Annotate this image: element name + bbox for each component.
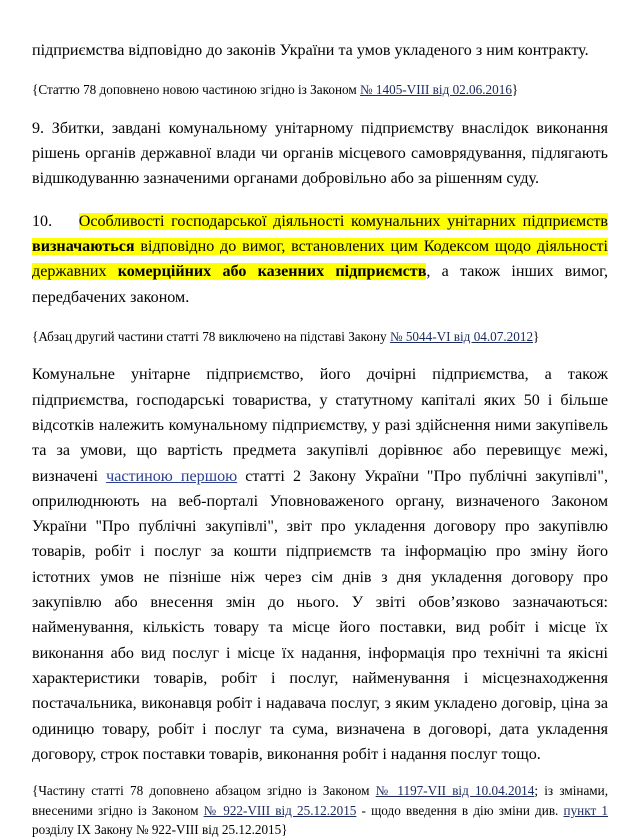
item-10-number: 10. (32, 212, 53, 230)
paragraph-item-9 (32, 116, 608, 192)
link-law-1197[interactable]: № 1197-VII від 10.04.2014 (375, 783, 535, 799)
link-law-1405[interactable]: № 1405-VIII від 02.06.2016 (360, 82, 512, 98)
link-chastynoyu-pershoyu[interactable]: частиною першою (106, 467, 238, 485)
note-final-prefix: {Частину статті 78 доповнено абзацом згідно із Законом (32, 783, 376, 799)
paragraph-continuation-text: підприємства відповідно до законів України та умов укладеного з ним контракту. (32, 42, 589, 59)
paragraph-main-body (32, 362, 608, 767)
note-final-middle-1: ; із змінами, внесеними згідно із Законом (32, 783, 608, 818)
paragraph-item-9-text: 9. Збитки, завдані комунальному унітарному підприємству внаслідок виконання рішень органів державної влади чи органів місцевого самоврядування, підлягають відшкодуванню зазначеними органами добровільно або за рішенням суду. (32, 119, 608, 188)
item-10-highlight-part-1: Особливості господарської діяльності комунальних унітарних підприємств (78, 212, 609, 230)
note-final (32, 781, 608, 840)
item-10-bold-komertsiynykh: комерційних або казенних підприємств (117, 263, 427, 281)
note-law-1405 (32, 80, 608, 100)
link-law-5044[interactable]: № 5044-VI від 04.07.2012 (389, 328, 534, 344)
note-final-suffix: розділу IX Закону № 922-VIII від 25.12.2015} (32, 822, 288, 838)
note-law-5044 (32, 327, 608, 347)
link-law-922[interactable]: № 922-VIII від 25.12.2015 (203, 802, 357, 818)
paragraph-continuation (32, 38, 608, 63)
item-10-highlight-part-2: відповідно до вимог, встановлених цим Кодексом щодо діяльності державних (32, 237, 608, 281)
note-5044-prefix: {Абзац другий частини статті 78 виключено на підставі Закону (32, 328, 390, 344)
item-10-tail: , а також інших вимог, передбачених законом. (32, 263, 608, 306)
link-punkt-1[interactable]: пункт 1 (563, 802, 608, 818)
note-1405-prefix: {Статтю 78 доповнено новою частиною згідно із Законом (32, 82, 361, 98)
note-1405-suffix: } (511, 82, 519, 98)
main-body-segment-2: статті 2 Закону України "Про публічні закупівлі", оприлюднюють на веб-порталі Уповноваженого органу, визначеного Законом України "Про публічні закупівлі", звіт про укладення договору про закупівлю товарів, робіт і послуг за кошти підприємств та інформацію про зміну його істотних умов не пізніше ніж через сім днів з дня укладення договору про закупівлю або внесення змін до нього. У звіті обов’язково зазначаються: найменування, кількість товару та місце його поставки, вид робіт і місце їх виконання або вид послуг і місце їх надання, інформація про технічні та якісні характеристики товарів, робіт і послуг, найменування і місцезнаходження постачальника, виконавця робіт і надавача послуг, з яким укладено договір, ціна за одиницю товару, робіт і послуг та сума, визначена в договорі, дата укладення договору, строк поставки товарів, виконання робіт і надання послуг тощо. (32, 467, 608, 763)
item-10-bold-vyznachayutsya: визначаються (32, 237, 135, 255)
main-body-segment-1: Комунальне унітарне підприємство, його дочірні підприємства, а також підприємства, господарські товариства, у статутному капіталі яких 50 і більше відсотків належить комунальному підприємству, у разі здійснення ними закупівель та за умови, що вартість предмета закупівлі дорівнює або перевищує межі, визначені (32, 366, 608, 485)
note-final-middle-2: - щодо введення в дію зміни див. (356, 802, 564, 818)
note-5044-suffix: } (533, 328, 540, 344)
paragraph-item-10 (32, 209, 608, 310)
